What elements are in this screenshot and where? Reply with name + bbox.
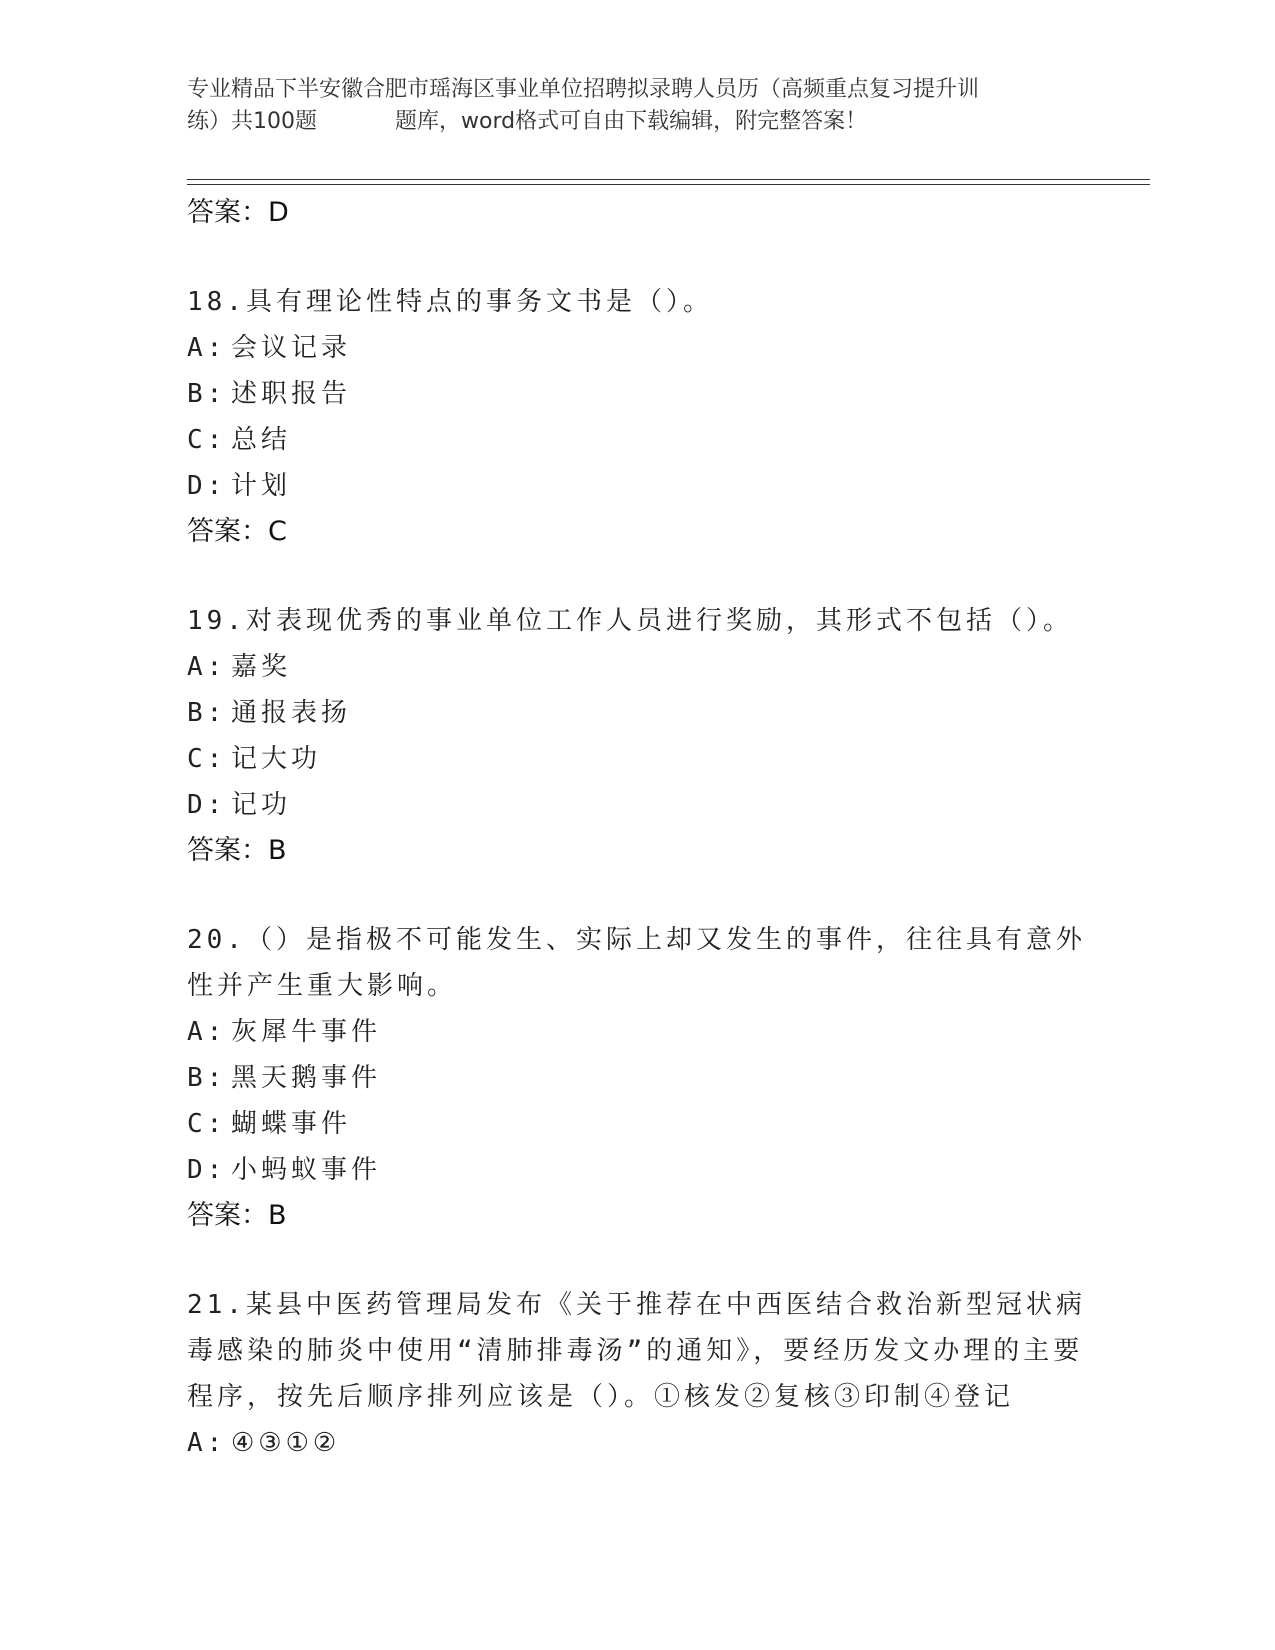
question-stem: 20.（）是指极不可能发生、实际上却又发生的事件，往往具有意外性并产生重大影响。 bbox=[187, 925, 1086, 1001]
question-18 bbox=[187, 279, 1087, 555]
question-stem: 19.对表现优秀的事业单位工作人员进行奖励，其形式不包括（）。 bbox=[187, 606, 1073, 636]
answer: 答案：C bbox=[187, 516, 287, 547]
option-d: D: 记功 bbox=[187, 790, 292, 820]
question-stem: 21.某县中医药管理局发布《关于推荐在中西医结合救治新型冠状病毒感染的肺炎中使用“清肺排毒汤”的通知》，要经历发文办理的主要程序，按先后顺序排列应该是（）。①核发②复核③印制④登记 bbox=[187, 1290, 1086, 1412]
question-19 bbox=[187, 598, 1087, 874]
header-divider-top bbox=[187, 179, 1150, 180]
header-line-2b: 题库，word格式可自由下载编辑，附完整答案！ bbox=[395, 109, 868, 134]
option-b: B: 通报表扬 bbox=[187, 698, 352, 728]
question-21 bbox=[187, 1282, 1087, 1466]
option-a: A: 灰犀牛事件 bbox=[187, 1017, 382, 1047]
option-a: A: ④③①② bbox=[187, 1428, 341, 1458]
option-d: D: 计划 bbox=[187, 471, 292, 501]
option-b: B: 黑天鹅事件 bbox=[187, 1063, 382, 1093]
option-a: A: 嘉奖 bbox=[187, 652, 292, 682]
answer: 答案：B bbox=[187, 1200, 287, 1231]
header-line-2a: 练）共100题 bbox=[187, 109, 317, 134]
header-divider-bottom bbox=[187, 184, 1150, 185]
answer: 答案：B bbox=[187, 835, 287, 866]
header-line-2 bbox=[187, 106, 1087, 138]
option-c: C: 蝴蝶事件 bbox=[187, 1109, 352, 1139]
option-d: D: 小蚂蚁事件 bbox=[187, 1155, 382, 1185]
document-body bbox=[187, 190, 1087, 1466]
option-c: C: 总结 bbox=[187, 425, 292, 455]
option-c: C: 记大功 bbox=[187, 744, 322, 774]
question-20 bbox=[187, 917, 1087, 1239]
previous-answer: 答案：D bbox=[187, 197, 289, 228]
page-header bbox=[187, 74, 1087, 138]
option-b: B: 述职报告 bbox=[187, 379, 352, 409]
question-stem: 18.具有理论性特点的事务文书是（）。 bbox=[187, 287, 713, 317]
header-line-1: 专业精品下半安徽合肥市瑶海区事业单位招聘拟录聘人员历（高频重点复习提升训 bbox=[187, 77, 980, 102]
option-a: A: 会议记录 bbox=[187, 333, 352, 363]
